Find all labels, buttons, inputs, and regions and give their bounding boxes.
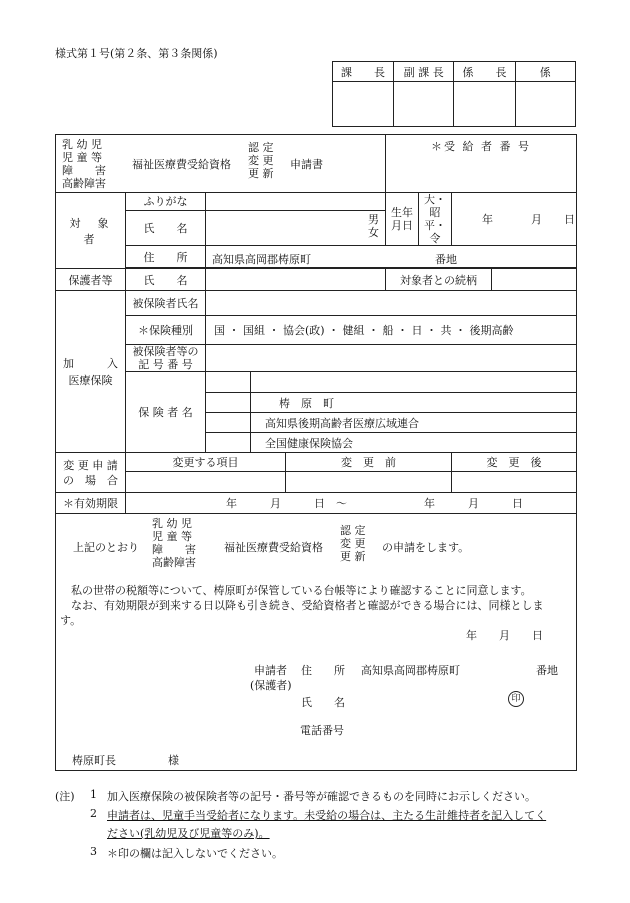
insurer-option[interactable]: 梼 原 町 <box>251 393 577 413</box>
insurer-option[interactable]: 高知県後期高齢者医療広域連合 <box>251 413 577 433</box>
insured-name-input[interactable] <box>206 291 577 316</box>
insurance-type-options[interactable]: 国 ・ 国組 ・ 協会(政) ・ 健組 ・ 船 ・ 日 ・ 共 ・ 後期高齢 <box>206 316 577 345</box>
furigana-label: ふりがな <box>126 193 206 211</box>
change-item-label: 変更する項目 <box>126 453 286 472</box>
symbol-number-label: 被保険者等の 記 号 番 号 <box>126 345 206 372</box>
note-text: ＊印の欄は記入しないでください。 <box>107 847 283 860</box>
change-after-input[interactable] <box>452 472 577 493</box>
insurer-check[interactable] <box>206 433 251 453</box>
insurer-free-input[interactable] <box>251 372 577 393</box>
birth-label: 生年 月日 <box>386 193 419 246</box>
mayor-sama: 様 <box>168 754 179 767</box>
validity-label: ＊有効期限 <box>56 493 126 514</box>
approval-header: 副 課 長 <box>394 62 454 82</box>
insurer-check[interactable] <box>206 413 251 433</box>
declaration-block <box>56 514 577 771</box>
change-label: 変 更 申 請 の 場 合 <box>56 453 126 493</box>
change-before-input[interactable] <box>286 472 452 493</box>
birth-date-input[interactable]: 年 月 日 <box>452 193 577 246</box>
change-item-input[interactable] <box>126 472 286 493</box>
address-label: 住 所 <box>126 246 206 268</box>
consent-line-3: す。 <box>60 614 82 627</box>
symbol-number-input[interactable] <box>206 345 577 372</box>
declaration-date[interactable]: 年 月 日 <box>466 629 543 642</box>
relation-label: 対象者との続柄 <box>386 269 492 291</box>
subject-label: 対 象 者 <box>56 193 126 269</box>
declaration-prefix: 上記のとおり <box>73 541 139 554</box>
declaration-types: 乳 幼 児 児 童 等 障 害 高齢障害 <box>152 517 196 569</box>
gender-options[interactable]: 男 女 <box>368 212 379 239</box>
approval-header: 係 長 <box>454 62 515 82</box>
approval-table <box>332 61 576 127</box>
applicant-name-label: 氏 名 <box>301 696 345 709</box>
validity-period[interactable]: 年 月 日 ～ 年 月 日 <box>126 493 577 514</box>
consent-line-2: なお、有効期限が到来する日以降も引き続き、受給資格者と確認ができる場合には、同様としま <box>60 599 544 612</box>
seal-mark: 印 <box>508 691 524 707</box>
declaration-main: 福祉医療費受給資格 <box>224 541 323 554</box>
insurance-type-label: ＊保険種別 <box>126 316 206 345</box>
mayor-label: 梼原町長 <box>72 754 116 767</box>
title-main: 福祉医療費受給資格 <box>132 158 231 171</box>
guardian-paren: (保護者) <box>250 679 292 692</box>
approval-stamp-cell[interactable] <box>454 82 515 127</box>
note-text: 申請者は、児童手当受給者になります。未受給の場合は、主たる生計維持者を記入してく <box>107 809 547 822</box>
declaration-actions: 認 定 変 更 更 新 <box>340 524 366 563</box>
note-number: 3 <box>90 845 97 858</box>
applicant-address-label: 住 所 <box>301 664 345 677</box>
approval-header: 係 <box>515 62 575 82</box>
insurer-check[interactable] <box>206 372 251 393</box>
note-number: 2 <box>90 807 97 820</box>
furigana-input[interactable] <box>206 193 386 211</box>
recipient-number-label: ＊受 給 者 番 号 <box>431 140 532 153</box>
main-form <box>55 134 577 771</box>
change-before-label: 変 更 前 <box>286 453 452 472</box>
insurer-label: 保 険 者 名 <box>126 372 206 453</box>
name-input[interactable] <box>206 210 386 245</box>
form-title <box>56 135 386 193</box>
form-number: 様式第１号(第２条、第３条関係) <box>55 47 218 60</box>
consent-line-1: 私の世帯の税額等について、梼原町が保管している台帳等により確認することに同意します。 <box>60 584 532 597</box>
approval-stamp-cell[interactable] <box>515 82 575 127</box>
name-label: 氏 名 <box>126 210 206 245</box>
insurer-option[interactable]: 全国健康保険協会 <box>251 433 577 453</box>
guardian-name-label: 氏 名 <box>126 269 206 291</box>
title-types: 乳 幼 児 児 童 等 障 害 高齢障害 <box>62 138 106 190</box>
phone-label: 電話番号 <box>300 724 344 737</box>
title-suffix: 申請書 <box>290 158 323 171</box>
address-input[interactable]: 高知県高岡郡梼原町 番地 <box>206 246 577 268</box>
title-actions: 認 定 変 更 更 新 <box>248 141 274 180</box>
relation-input[interactable] <box>492 269 577 291</box>
note-text: 加入医療保険の被保険者等の記号・番号等が確認できるものを同時にお示しください。 <box>107 790 536 803</box>
era-options[interactable]: 大・昭 平・令 <box>419 193 452 246</box>
insurance-label: 加 入 医療保険 <box>56 291 126 453</box>
applicant-banchi: 番地 <box>536 664 558 677</box>
note-text: ださい(乳幼児及び児童等のみ)。 <box>107 827 270 840</box>
insurer-check[interactable] <box>206 393 251 413</box>
applicant-label: 申請者 <box>254 664 287 677</box>
declaration-suffix: の申請をします。 <box>382 541 470 554</box>
notes-head: (注) <box>55 790 75 803</box>
note-number: 1 <box>90 788 97 801</box>
guardian-name-input[interactable] <box>206 269 386 291</box>
change-after-label: 変 更 後 <box>452 453 577 472</box>
approval-stamp-cell[interactable] <box>333 82 394 127</box>
approval-header: 課 長 <box>333 62 394 82</box>
guardian-label: 保護者等 <box>56 269 126 291</box>
applicant-address-value[interactable]: 高知県高岡郡梼原町 <box>361 664 460 677</box>
approval-stamp-cell[interactable] <box>394 82 454 127</box>
insured-name-label: 被保険者氏名 <box>126 291 206 316</box>
recipient-number-box[interactable] <box>386 135 577 193</box>
